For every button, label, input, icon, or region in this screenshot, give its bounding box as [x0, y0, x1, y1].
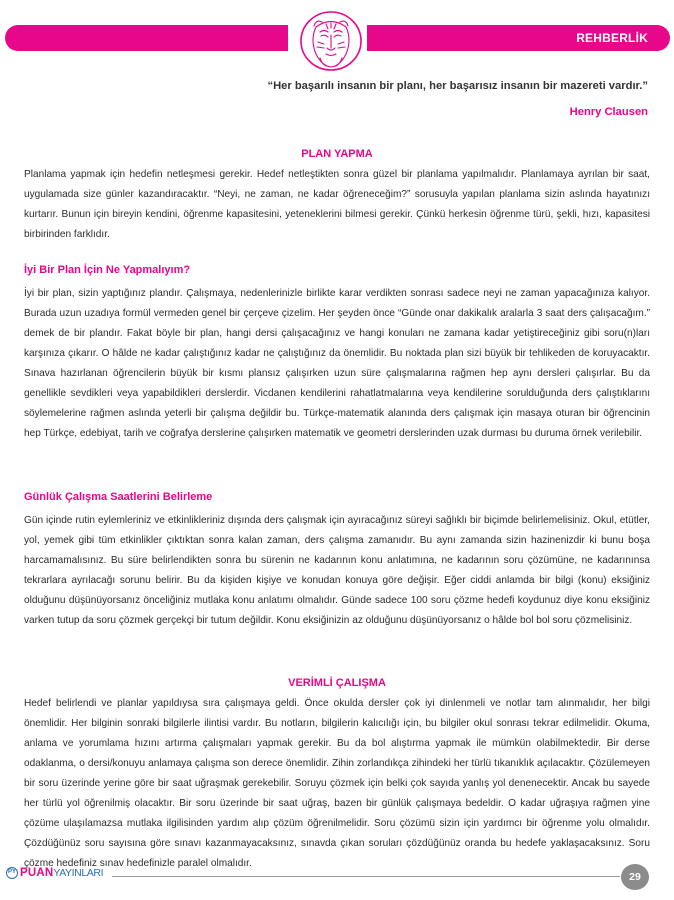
epigraph-author: Henry Clausen	[569, 106, 648, 118]
tiger-head-icon	[296, 10, 366, 72]
header-bar-left	[5, 25, 288, 51]
section-title-plan-yapma: PLAN YAPMA	[301, 148, 373, 160]
publisher-name-light: YAYINLARI	[53, 867, 104, 879]
section-paragraph-gunluk-calisma: Gün içinde rutin eylemleriniz ve etkinlikleriniz dışında ders çalışmak için ayıracağınız süreyi sağlıklı bir biçimde belirlemelisiniz. Okul, etütler, yol, yemek gibi tüm etkinlikler çıktıktan sonra kalan zaman, ders çalışma zamanıdır. Bu aynı zamanda sizin hazinenizdir ki bunu boşa harcamamalısınız. Bu süre belirlendikten sonra bu sürenin ne kadarının konu anlatımına, ne kadarının soru çözümüne, ne kadarınınsa tekrarlara ayrılacağı sorunu belirir. Bu da kişiden kişiye ve konudan konuya göre değişir. Eğer ciddi anlamda bir bilgi (konu) eksiğiniz olduğunu düşünüyorsanız önceliğiniz mutlaka konu anlatımı olmalıdır. Günde sadece 100 soru çözme hedefi koydunuz diye konu eksiğiniz varken tutup da soru çözmek gerçekçi bir tutum değildir. Konu eksiğinizin az olduğunu düşünüyorsanız o hâlde bol bol soru çözmelisiniz.	[24, 515, 650, 626]
page-number: 29	[621, 864, 649, 890]
section-title-verimli-calisma: VERİMLİ ÇALIŞMA	[288, 677, 386, 689]
publisher-emblem-icon: PY	[6, 867, 18, 879]
section-paragraph-plan-yapma: Planlama yapmak için hedefin netleşmesi gerekir. Hedef netleştikten sonra güzel bir planlama yapılmalıdır. Planlamaya ayrılan bir saat, uygulamada size günler kazandıracaktır. “Neyi, ne zaman, ne kadar öğreneceğim?” sorusuyla yapılan planlama sizin aslında hayatınızı kurtarır. Bunun için bireyin kendini, öğrenme kapasitesini, yeteneklerini bilmesi gerekir. Çünkü herkesin öğrenme türü, şekli, hızı, kapasitesi birbirinden farklıdır.	[24, 169, 650, 240]
epigraph-quote: “Her başarılı insanın bir planı, her başarısız insanın bir mazereti vardır.”	[267, 80, 648, 92]
header-bar-right	[367, 25, 670, 51]
section-paragraph-verimli-calisma: Hedef belirlendi ve planlar yapıldıysa sıra çalışmaya geldi. Önce okulda dersler çok iyi dinlenmeli ve notlar tam alınmalıdır, her bilgi önemlidir. Her bilginin sonraki bilgilerle ilintisi vardır. Bu notların, bilgilerin kalıcılığı için, bu bilgiler okul sonrası tekrar edilmelidir. Okuma, anlama ve yorumlama hızını artırma çalışmaları yapmak gerekir. Bu da bol alıştırma yapmak ile mümkün olabilmektedir. Bir derse odaklanma, o dersi/konuyu anlamaya çalışma son derece önemlidir. Zihin zorlandıkça zihindeki her türlü tıkanıklık açılacaktır. Çözülemeyen bir soru üzerinde yerine göre bir saat uğraşmak gerekebilir. Soruyu çözmek için belki çok sayıda yanlış yol denenecektir. Ancak bu sayede her türlü yol öğrenilmiş olacaktır. Bir soru üzerinde bir saat uğraş, bazen bir günlük çalışmaya bedeldir. O kadar uğraşıya rağmen yine çözüme ulaşılamazsa mutlaka ilgilisinden yardım alıp çözüm öğrenilmelidir. Soru çözümü sizin için yardımcı bir öğrenme yolu olmalıdır. Çözdüğünüz soru sayısına göre sınavı kazanmayacaksınız, sınavda çıkan soruları çözdüğünüz oranda bu hedefe yaklaşacaksınız. Soru çözme hedefiniz sınav hedefinizle paralel olmalıdır.	[24, 698, 650, 869]
footer-divider	[112, 876, 620, 877]
publisher-name-bold: PUAN	[20, 867, 54, 879]
section-label: REHBERLİK	[576, 31, 648, 45]
section-title-gunluk-calisma: Günlük Çalışma Saatlerini Belirleme	[24, 491, 213, 503]
section-paragraph-iyi-bir-plan: İyi bir plan, sizin yaptığınız plandır. Çalışmaya, nedenlerinizle birlikte karar verdikten sonrası sadece neyi ne zaman yapacağınıza kalıyor. Burada uzun uzadıya formül vermeden genel bir çerçeve çizelim. Her şeyden önce “Günde onar dakikalık aralarla 3 saat ders çalışacağım.” demek de bir plandır. Fakat böyle bir plan, hangi dersi çalışacağınız ve hangi konuları ne zamana kadar yetiştireceğiniz gibi soru(n)ları karşınıza çıkarır. O hâlde ne kadar çalıştığınız kadar ne çalıştığınız da önemlidir. Bu noktada plan sizi büyük bir tehlikeden de koruyacaktır. Sınava hazırlanan öğrencilerin büyük bir kısmı plansız çalışırken uzun süre çalışmalarına rağmen hep aynı dersleri çalışırlar. Bu da genellikle sevdikleri veya yapabildikleri derslerdir. Vicdanen kendilerini rahatlatmalarına veya kendilerine sorulduğunda ders çalıştıklarını söylemelerine rağmen aslında yeterli bir çalışma değildir bu. Türkçe-matematik alanında ders çalışmak için masaya oturan bir öğrencinin hep Türkçe, edebiyat, tarih ve coğrafya derslerine çalışırken matematik ve geometri derslerinden uzak durması bu duruma örnek verilebilir.	[24, 288, 650, 439]
publisher-logo	[6, 867, 103, 879]
section-title-iyi-bir-plan: İyi Bir Plan İçin Ne Yapmalıyım?	[24, 264, 191, 276]
